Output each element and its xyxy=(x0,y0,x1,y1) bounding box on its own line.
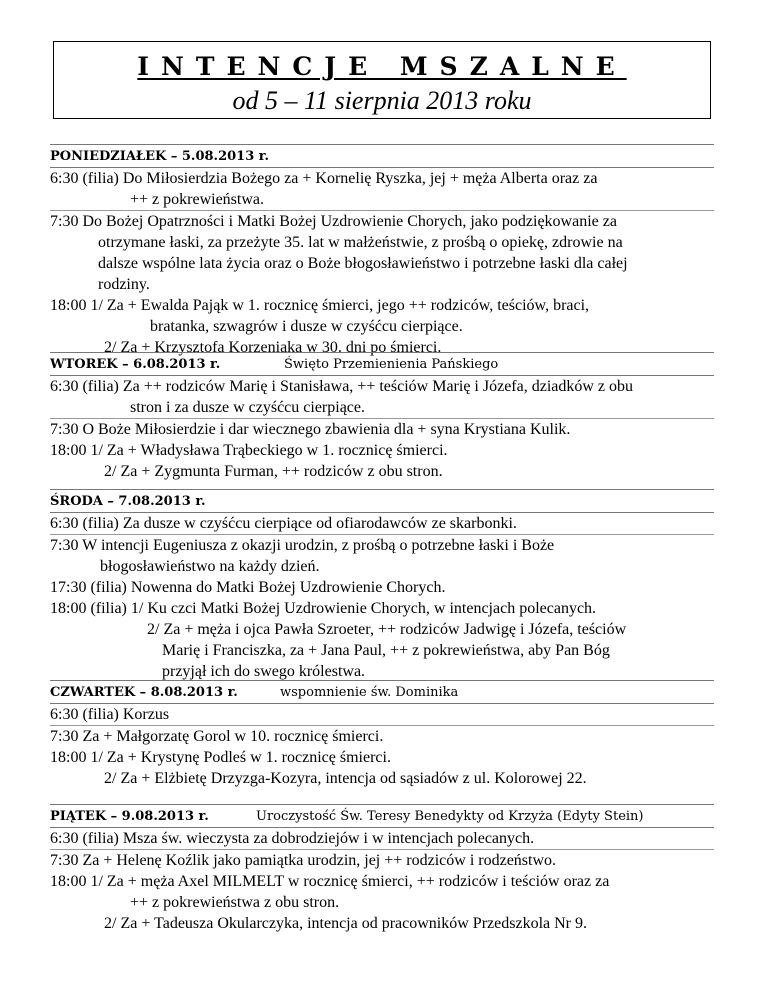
intention-line: 7:30 Za + Helenę Koźlik jako pamiątka urodzin, jej ++ rodziców i rodzeństwo. xyxy=(50,852,557,869)
day-header xyxy=(50,144,714,168)
intention-line: otrzymane łaski, za przeżyte 35. lat w małżeństwie, z prośbą o opiekę, zdrowie na xyxy=(98,234,623,251)
intention-entry xyxy=(50,376,714,419)
intention-line: 6:30 (filia) Za dusze w czyśćcu cierpiące od ofiarodawców ze skarbonki. xyxy=(50,515,517,532)
day-feast-note: Uroczystość Św. Teresy Benedykty od Krzyża (Edyty Stein) xyxy=(256,809,644,824)
intention-line: bratanka, szwagrów i dusze w czyśćcu cierpiące. xyxy=(150,318,463,335)
day-section-thursday xyxy=(50,680,714,789)
intention-line: 2/ Za + męża i ojca Pawła Szroeter, ++ rodziców Jadwigę i Józefa, teściów xyxy=(147,621,627,638)
intention-line: rodziny. xyxy=(98,276,150,293)
page-subtitle: od 5 – 11 sierpnia 2013 roku xyxy=(232,86,532,115)
intention-line: 6:30 (filia) Korzus xyxy=(50,706,170,723)
day-title: CZWARTEK – 8.08.2013 r. xyxy=(50,685,238,700)
day-section-monday xyxy=(50,144,714,358)
day-header xyxy=(50,680,714,704)
intention-line: ++ z pokrewieństwa. xyxy=(130,191,265,208)
intention-line: 6:30 (filia) Do Miłosierdzia Bożego za + Kornelię Ryszka, jej + męża Alberta oraz za xyxy=(50,170,598,187)
intention-line: 17:30 (filia) Nowenna do Matki Bożej Uzdrowienie Chorych. xyxy=(50,579,446,596)
day-title: PONIEDZIAŁEK – 5.08.2013 r. xyxy=(50,149,269,164)
intention-line: 7:30 O Boże Miłosierdzie i dar wiecznego zbawienia dla + syna Krystiana Kulik. xyxy=(50,421,571,438)
intention-entry xyxy=(50,850,714,934)
intention-line: przyjął ich do swego królestwa. xyxy=(162,663,366,680)
day-title: ŚRODA – 7.08.2013 r. xyxy=(50,494,206,509)
day-feast-note: Święto Przemienienia Pańskiego xyxy=(284,357,499,372)
intention-line: 6:30 (filia) Za ++ rodziców Marię i Stanisława, ++ teściów Marię i Józefa, dziadków z obu xyxy=(50,378,634,395)
day-header xyxy=(50,352,714,376)
intention-line: 18:00 1/ Za + Władysława Trąbeckiego w 1. rocznicę śmierci. xyxy=(50,442,448,459)
title-box xyxy=(53,41,711,119)
intention-line: błogosławieństwo na każdy dzień. xyxy=(100,558,320,575)
intention-entry xyxy=(50,535,714,682)
day-feast-note: wspomnienie św. Dominika xyxy=(280,685,459,700)
intention-entry xyxy=(50,704,714,726)
intention-line: 7:30 Do Bożej Opatrzności i Matki Bożej Uzdrowienie Chorych, jako podziękowanie za xyxy=(50,213,617,230)
day-section-tuesday xyxy=(50,352,714,482)
intention-line: 18:00 1/ Za + Ewalda Pająk w 1. rocznicę śmierci, jego ++ rodziców, teściów, braci, xyxy=(50,297,590,314)
intention-entry xyxy=(50,211,714,358)
intention-entry xyxy=(50,726,714,789)
intention-line: stron i za dusze w czyśćcu cierpiące. xyxy=(130,399,365,416)
day-title: PIĄTEK – 9.08.2013 r. xyxy=(50,809,209,824)
intention-line: 2/ Za + Krzysztofa Korzeniaka w 30. dni po śmierci. xyxy=(104,339,442,356)
intention-line: 6:30 (filia) Msza św. wieczysta za dobrodziejów i w intencjach polecanych. xyxy=(50,830,535,847)
intention-line: 18:00 1/ Za + Krystynę Podleś w 1. rocznicę śmierci. xyxy=(50,749,391,766)
intention-line: 7:30 W intencji Eugeniusza z okazji urodzin, z prośbą o potrzebne łaski i Boże xyxy=(50,537,555,554)
day-header xyxy=(50,804,714,828)
page-title: INTENCJE MSZALNE xyxy=(137,52,627,81)
intention-line: 18:00 (filia) 1/ Ku czci Matki Bożej Uzdrowienie Chorych, w intencjach polecanych. xyxy=(50,600,597,617)
intention-line: dalsze wspólne lata życia oraz o Boże błogosławieństwo i potrzebne łaski dla całej xyxy=(98,255,628,272)
day-title: WTOREK – 6.08.2013 r. xyxy=(50,357,221,372)
intention-entry xyxy=(50,513,714,535)
intention-line: 18:00 1/ Za + męża Axel MILMELT w rocznicę śmierci, ++ rodziców i teściów oraz za xyxy=(50,873,610,890)
day-section-wednesday xyxy=(50,489,714,682)
intention-entry xyxy=(50,419,714,482)
day-header xyxy=(50,489,714,513)
intention-entry xyxy=(50,168,714,211)
intention-line: 2/ Za + Zygmunta Furman, ++ rodziców z obu stron. xyxy=(104,463,443,480)
intention-line: ++ z pokrewieństwa z obu stron. xyxy=(130,894,340,911)
intention-entry xyxy=(50,828,714,850)
intention-line: 2/ Za + Tadeusza Okularczyka, intencja od pracowników Przedszkola Nr 9. xyxy=(104,915,587,932)
intention-line: 2/ Za + Elżbietę Drzyzga-Kozyra, intencja od sąsiadów z ul. Kolorowej 22. xyxy=(104,770,587,787)
intention-line: 7:30 Za + Małgorzatę Gorol w 10. rocznicę śmierci. xyxy=(50,728,384,745)
intention-line: Marię i Franciszka, za + Jana Paul, ++ z pokrewieństwa, aby Pan Bóg xyxy=(162,642,610,659)
day-section-friday xyxy=(50,804,714,934)
